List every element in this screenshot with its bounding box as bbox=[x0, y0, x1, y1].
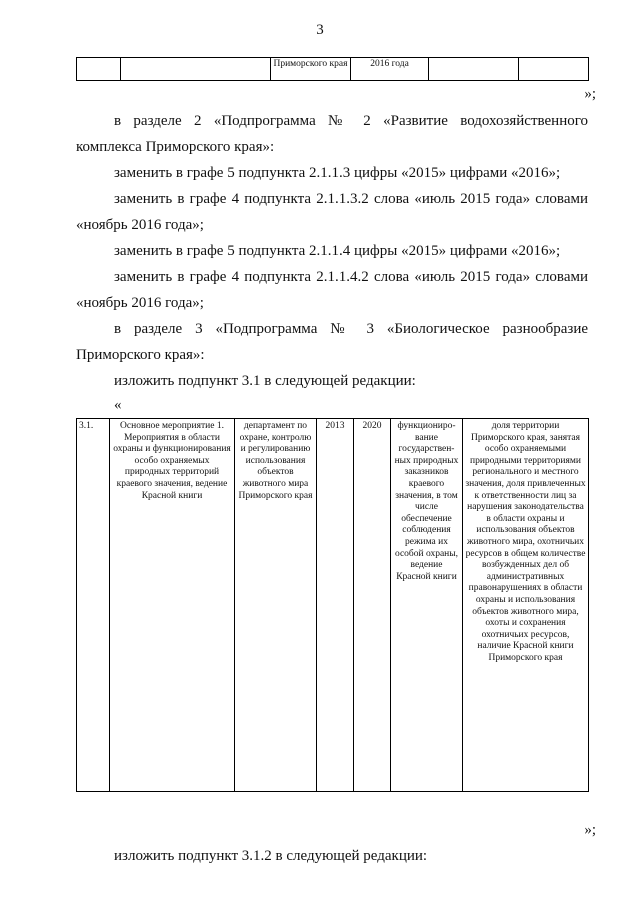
table-row bbox=[77, 58, 589, 81]
executor-cell: департамент по охране, контролю и регулированию использования объектов животного мира Приморского края bbox=[235, 419, 317, 792]
table-cell bbox=[121, 58, 271, 81]
measure-cell: Основное мероприятие 1. Мероприятия в области охраны и функционирования особо охраняемых природных территорий краевого значения, ведение Красной книги bbox=[110, 419, 235, 792]
paragraph-line: изложить подпункт 3.1 в следующей редакции: bbox=[114, 373, 416, 389]
paragraph-line: заменить в графе 5 подпункта 2.1.1.3 цифры «2015» цифрами «2016»; bbox=[114, 165, 561, 181]
opening-quote: « bbox=[114, 397, 122, 413]
paragraph-line: в разделе 2 «Подпрограмма № 2 «Развитие водохозяйственного bbox=[114, 113, 588, 129]
paragraph-line: Приморского края»: bbox=[76, 347, 205, 363]
paragraph-line: в разделе 3 «Подпрограмма № 3 «Биологическое разнообразие bbox=[114, 321, 588, 337]
table-cell: 2016 года bbox=[351, 58, 429, 81]
paragraph-line: комплекса Приморского края»: bbox=[76, 139, 275, 155]
year-start-cell: 2013 bbox=[317, 419, 354, 792]
paragraph-line: заменить в графе 4 подпункта 2.1.1.4.2 слова «июль 2015 года» словами bbox=[114, 269, 588, 285]
table-cell bbox=[519, 58, 589, 81]
closing-quote: »; bbox=[584, 822, 596, 838]
item-number-cell: 3.1. bbox=[77, 419, 110, 792]
indicators-cell: доля территории Приморского края, занятая особо охраняемыми природными территориями регионального и местного значения, доля привлеченных к ответственности лиц за нарушения законодательства в области охраны и использования объектов животного мира, охотничьих ресурсов в общем количестве возбужденных дел об административных правонарушениях в области охраны и использования объектов животного мира, охоты и сохранения охотничьих ресурсов, наличие Красной книги Приморского края bbox=[463, 419, 589, 792]
result-cell: функциониро-вание государствен-ных природных заказников краевого значения, в том числе обеспечение соблюдения режима их особой охраны, ведение Красной книги bbox=[391, 419, 463, 792]
table-cell bbox=[77, 58, 121, 81]
closing-quote: »; bbox=[584, 86, 596, 102]
page-number: 3 bbox=[316, 22, 324, 38]
table-row bbox=[77, 419, 589, 792]
table-cell bbox=[429, 58, 519, 81]
paragraph-line: заменить в графе 5 подпункта 2.1.1.4 цифры «2015» цифрами «2016»; bbox=[114, 243, 561, 259]
continuation-table bbox=[76, 57, 589, 81]
paragraph-line: «ноябрь 2016 года»; bbox=[76, 217, 204, 233]
paragraph-line: заменить в графе 4 подпункта 2.1.1.3.2 слова «июль 2015 года» словами bbox=[114, 191, 588, 207]
subitem-table bbox=[76, 418, 589, 792]
year-end-cell: 2020 bbox=[354, 419, 391, 792]
paragraph-line: «ноябрь 2016 года»; bbox=[76, 295, 204, 311]
table-cell: Приморского края bbox=[271, 58, 351, 81]
paragraph-line: изложить подпункт 3.1.2 в следующей редакции: bbox=[114, 848, 428, 864]
